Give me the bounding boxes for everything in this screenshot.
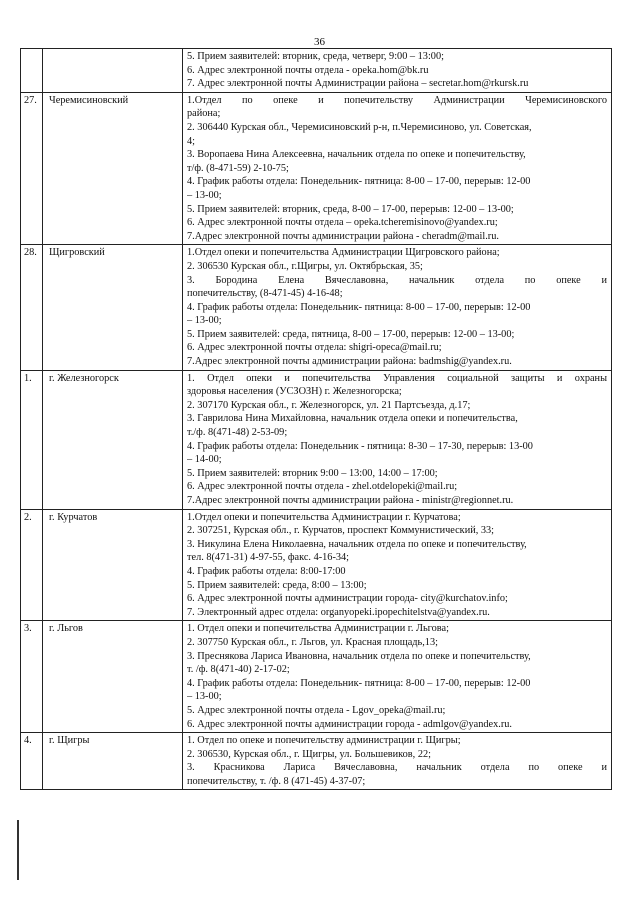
detail-line: 2. 307750 Курская обл., г. Льгов, ул. Красная площадь,13; (187, 636, 438, 648)
margin-rule (17, 820, 19, 880)
row-number: 27. (21, 92, 43, 245)
office-details (183, 49, 612, 93)
row-number: 2. (21, 509, 43, 621)
district-name: г. Щигры (43, 733, 183, 790)
detail-line: 2. 307170 Курская обл., г. Железногорск, ул. 21 Партсъезда, д.17; (187, 399, 471, 411)
detail-line: 3. Гаврилова Нина Михайловна, начальник отдела опеки и попечительства, (187, 413, 518, 425)
row-number: 4. (21, 733, 43, 790)
detail-line: 3. Красникова Лариса Вячеславовна, начальник отдела по опеке и (187, 762, 607, 774)
detail-line: 6. Адрес электронной почты отдела - zhel.otdelopeki@mail.ru; (187, 481, 458, 493)
table-row (21, 509, 612, 621)
detail-line: 1. Отдел опеки и попечительства Управления социальной защиты и охраны (187, 372, 607, 384)
detail-line: т. /ф. 8(471-40) 2-17-02; (187, 664, 290, 676)
detail-line: 3. Преснякова Лариса Ивановна, начальник отдела по опеке и попечительству, (187, 650, 531, 662)
row-number: 28. (21, 245, 43, 370)
detail-line: 1. Отдел опеки и попечительства Администрации г. Льгова; (187, 623, 449, 635)
detail-line: – 13-00; (187, 691, 222, 703)
detail-line: тел. 8(471-31) 4-97-55, факс. 4-16-34; (187, 552, 350, 564)
office-details (183, 621, 612, 733)
detail-line: 1.Отдел по опеке и попечительству Администрации Черемисиновского (187, 94, 607, 106)
detail-line: 5. Прием заявителей: вторник, среда, четверг, 9:00 – 13:00; (187, 51, 444, 62)
detail-line: 4. График работы отдела: 8:00-17:00 (187, 565, 346, 577)
page-number: 36 (314, 36, 325, 48)
detail-line: 7.Адрес электронной почты администрации района: badmshig@yandex.ru. (187, 356, 512, 368)
row-number: 3. (21, 621, 43, 733)
detail-line: здоровья населения (УСЗОЗН) г. Железногорска; (187, 386, 402, 398)
detail-line: 6. Адрес электронной почты администрации города - admlgov@yandex.ru. (187, 718, 512, 730)
office-details (183, 733, 612, 790)
detail-line: – 14-00; (187, 454, 222, 466)
detail-line: 6. Адрес электронной почты отдела - opeka.hom@bk.ru (187, 64, 429, 76)
detail-line: 1.Отдел опеки и попечительства Администрации Щигровского района; (187, 247, 500, 259)
detail-line: 7.Адрес электронной почты администрации района - ministr@regionnet.ru. (187, 495, 514, 506)
row-number: 1. (21, 370, 43, 509)
detail-line: 5. Прием заявителей: среда, 8:00 – 13:00; (187, 579, 367, 591)
detail-line: 1. Отдел по опеке и попечительству администрации г. Щигры; (187, 735, 461, 747)
table-row (21, 49, 612, 93)
table-row (21, 245, 612, 370)
office-details (183, 92, 612, 245)
detail-line: 4. График работы отдела: Понедельник - пятница: 8-30 – 17-30, перерыв: 13-00 (187, 440, 533, 452)
detail-line: 5. Прием заявителей: среда, пятница, 8-00 – 17-00, перерыв: 12-00 – 13-00; (187, 328, 515, 340)
district-name: Щигровский (43, 245, 183, 370)
table-row (21, 370, 612, 509)
row-number (21, 49, 43, 93)
detail-line: 1.Отдел опеки и попечительства Администрации г. Курчатова; (187, 511, 461, 523)
detail-line: 6. Адрес электронной почты отдела – opeka.tcheremisinovo@yandex.ru; (187, 217, 498, 229)
detail-line: 5. Прием заявителей: вторник 9:00 – 13:00, 14:00 – 17:00; (187, 467, 438, 479)
detail-line: 7. Электронный адрес отдела: organyopeki.ipopechitelstva@yandex.ru. (187, 606, 490, 618)
table-row (21, 733, 612, 790)
district-name: г. Льгов (43, 621, 183, 733)
office-details (183, 245, 612, 370)
detail-line: 6. Адрес электронной почты отдела: shigri-opeca@mail.ru; (187, 342, 442, 354)
detail-line: 4. График работы отдела: Понедельник- пятница: 8-00 – 17-00, перерыв: 12-00 (187, 176, 531, 188)
district-name: г. Железногорск (43, 370, 183, 509)
table-body (21, 49, 612, 790)
table-row (21, 92, 612, 245)
detail-line: т./ф. 8(471-48) 2-53-09; (187, 427, 288, 439)
detail-line: 4; (187, 135, 196, 147)
detail-line: попечительству, (8-471-45) 4-16-48; (187, 288, 343, 300)
detail-line: 3. Бородина Елена Вячеславовна, начальник отдела по опеке и (187, 274, 607, 286)
detail-line: 4. График работы отдела: Понедельник- пятница: 8-00 – 17-00, перерыв: 12-00 (187, 301, 531, 313)
office-details (183, 509, 612, 621)
detail-line: 6. Адрес электронной почты администрации города- city@kurchatov.info; (187, 593, 508, 605)
detail-line: 2. 306440 Курская обл., Черемисиновский р-н, п.Черемисиново, ул. Советская, (187, 121, 532, 133)
detail-line: 2. 306530 Курская обл., г.Щигры, ул. Октябрьская, 35; (187, 260, 423, 272)
district-name: г. Курчатов (43, 509, 183, 621)
detail-line: 2. 306530, Курская обл., г. Щигры, ул. Большевиков, 22; (187, 748, 431, 760)
detail-line: 7.Адрес электронной почты администрации района - cheradm@mail.ru. (187, 230, 499, 242)
guardianship-offices-table (20, 48, 612, 790)
detail-line: попечительству, т. /ф. 8 (471-45) 4-37-07; (187, 775, 366, 787)
table-row (21, 621, 612, 733)
detail-line: 3. Воропаева Нина Алексеевна, начальник отдела по опеке и попечительству, (187, 149, 526, 161)
detail-line: 4. График работы отдела: Понедельник- пятница: 8-00 – 17-00, перерыв: 12-00 (187, 677, 531, 689)
detail-line: 5. Прием заявителей: вторник, среда, 8-00 – 17-00, перерыв: 12-00 – 13-00; (187, 203, 514, 215)
district-name: Черемисиновский (43, 92, 183, 245)
detail-line: т/ф. (8-471-59) 2-10-75; (187, 162, 289, 174)
detail-line: – 13-00; (187, 315, 222, 327)
detail-line: 7. Адрес электронной почты Администрации района – secretar.hom@rkursk.ru (187, 78, 529, 90)
detail-line: района; (187, 108, 221, 120)
detail-line: – 13-00; (187, 189, 222, 201)
office-details (183, 370, 612, 509)
detail-line: 2. 307251, Курская обл., г. Курчатов, проспект Коммунистический, 33; (187, 525, 495, 537)
district-name (43, 49, 183, 93)
detail-line: 5. Адрес электронной почты отдела - Lgov_opeka@mail.ru; (187, 704, 446, 716)
detail-line: 3. Никулина Елена Николаевна, начальник отдела по опеке и попечительству, (187, 538, 527, 550)
